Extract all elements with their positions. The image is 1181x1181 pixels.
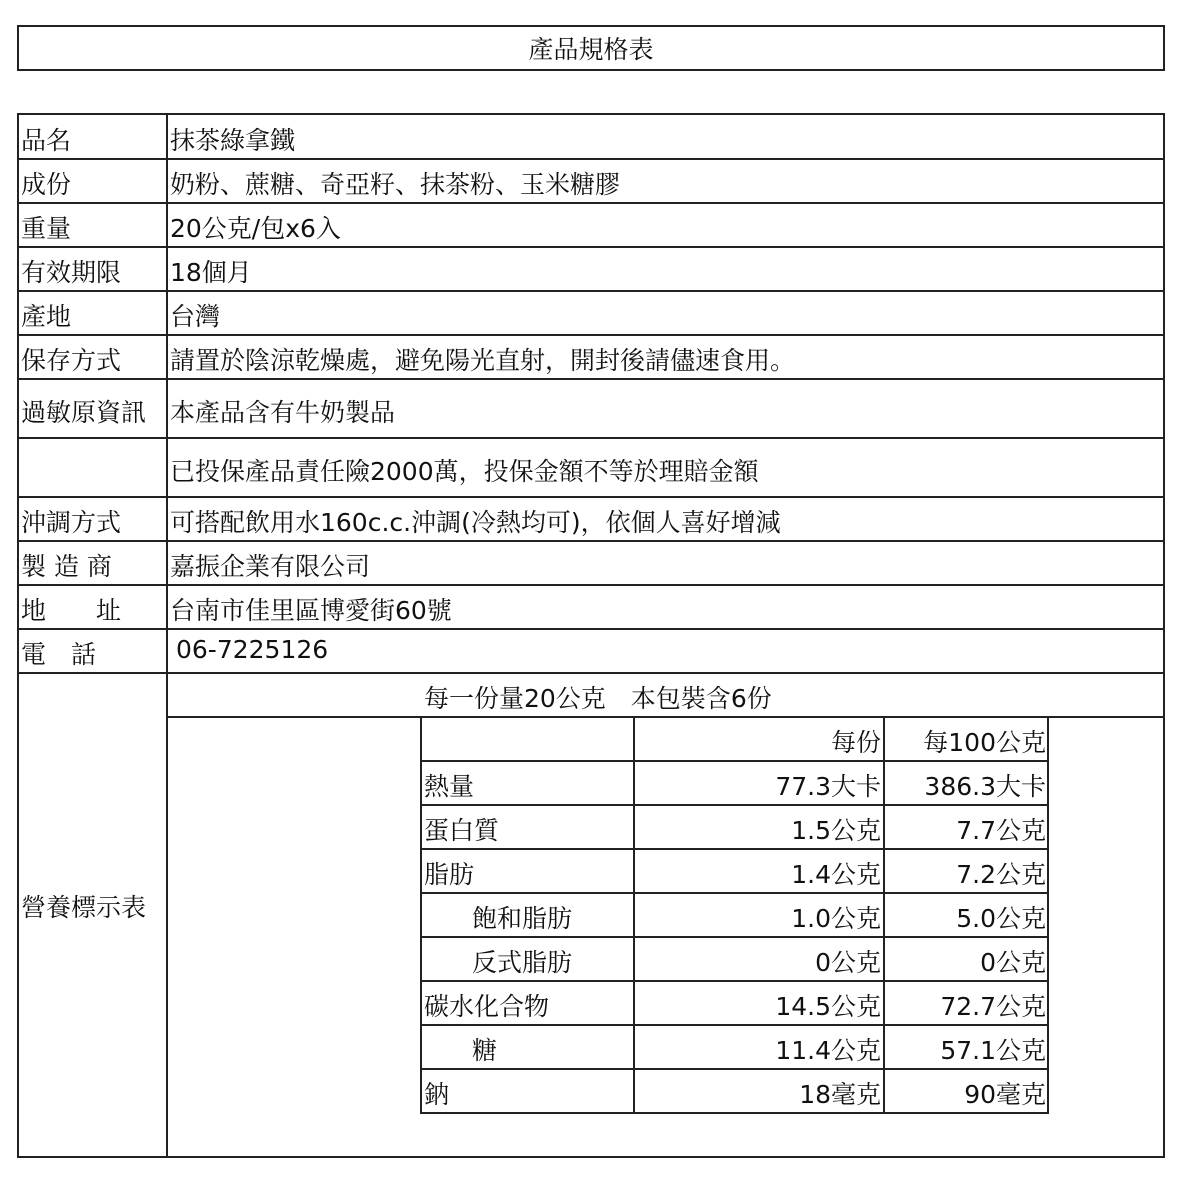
row-value: 請置於陰涼乾燥處，避免陽光直射，開封後請儘速食用。 — [170, 346, 796, 375]
row-value: 06-7225126 — [176, 635, 329, 664]
per-100g-header: 每100公克 — [923, 728, 1046, 757]
nutrient-name: 反式脂肪 — [472, 948, 573, 977]
nutrition-row — [422, 850, 1047, 894]
row-shelf-life — [19, 248, 1163, 292]
nutrition-row — [422, 894, 1047, 938]
row-value: 本產品含有牛奶製品 — [170, 398, 396, 427]
per-100g-value: 7.7公克 — [956, 816, 1046, 845]
per-serving-value: 14.5公克 — [775, 992, 881, 1021]
per-100g-value: 5.0公克 — [956, 904, 1046, 933]
row-preparation — [19, 498, 1163, 542]
row-label: 重量 — [21, 214, 72, 243]
row-weight — [19, 204, 1163, 248]
row-origin — [19, 292, 1163, 336]
row-value: 抹茶綠拿鐵 — [170, 126, 296, 155]
row-address — [19, 586, 1163, 630]
row-value: 可搭配飲用水160c.c.沖調(冷熱均可)，依個人喜好增減 — [170, 508, 781, 537]
row-value: 奶粉、蔗糖、奇亞籽、抹茶粉、玉米糖膠 — [170, 170, 621, 199]
nutrition-row — [422, 982, 1047, 1026]
per-serving-value: 1.5公克 — [791, 816, 881, 845]
row-insurance — [19, 439, 1163, 498]
row-label: 地 址 — [21, 596, 122, 625]
nutrition-label: 營養標示表 — [21, 893, 147, 922]
row-label: 品名 — [21, 126, 72, 155]
row-label: 製 造 商 — [21, 552, 112, 581]
row-phone — [19, 630, 1163, 674]
per-100g-value: 0公克 — [980, 948, 1046, 977]
row-product-name — [19, 115, 1163, 160]
row-storage — [19, 336, 1163, 380]
per-serving-value: 0公克 — [815, 948, 881, 977]
per-100g-value: 72.7公克 — [940, 992, 1046, 1021]
nutrient-name: 熱量 — [424, 772, 475, 801]
nutrition-row — [422, 806, 1047, 850]
spec-table — [17, 113, 1165, 1158]
row-label: 保存方式 — [21, 346, 122, 375]
per-serving-value: 1.4公克 — [791, 860, 881, 889]
per-100g-value: 57.1公克 — [940, 1036, 1046, 1065]
row-label: 過敏原資訊 — [21, 398, 147, 427]
per-100g-value: 90毫克 — [964, 1080, 1046, 1109]
nutrition-row — [422, 1070, 1047, 1114]
nutrition-header-row — [422, 718, 1047, 762]
row-label: 沖調方式 — [21, 508, 122, 537]
row-value: 嘉振企業有限公司 — [170, 552, 371, 581]
per-serving-value: 18毫克 — [799, 1080, 881, 1109]
row-value: 已投保產品責任險2000萬，投保金額不等於理賠金額 — [170, 457, 759, 486]
nutrition-row — [422, 938, 1047, 982]
row-value: 台灣 — [170, 302, 221, 331]
nutrition-row — [422, 1026, 1047, 1070]
nutrient-name: 脂肪 — [424, 860, 475, 889]
per-serving-value: 11.4公克 — [775, 1036, 881, 1065]
row-allergen — [19, 380, 1163, 439]
nutrient-name: 蛋白質 — [424, 816, 500, 845]
row-label: 成份 — [21, 170, 72, 199]
row-manufacturer — [19, 542, 1163, 586]
row-value: 20公克/包x6入 — [170, 214, 341, 243]
per-100g-value: 7.2公克 — [956, 860, 1046, 889]
row-label: 有效期限 — [21, 258, 122, 287]
per-100g-value: 386.3大卡 — [924, 772, 1046, 801]
nutrient-name: 鈉 — [424, 1080, 450, 1109]
page-title: 產品規格表 — [528, 35, 654, 64]
row-value: 18個月 — [170, 258, 252, 287]
title-box — [17, 25, 1165, 71]
row-label: 產地 — [21, 302, 72, 331]
row-label: 電 話 — [21, 640, 97, 669]
nutrition-serving-row — [168, 674, 1163, 718]
nutrient-name: 碳水化合物 — [424, 992, 550, 1021]
per-serving-value: 77.3大卡 — [775, 772, 881, 801]
nutrient-name: 糖 — [472, 1036, 498, 1065]
nutrition-row — [422, 762, 1047, 806]
row-value: 台南市佳里區博愛街60號 — [170, 596, 452, 625]
per-serving-value: 1.0公克 — [791, 904, 881, 933]
row-ingredients — [19, 160, 1163, 204]
per-serving-header: 每份 — [830, 728, 881, 757]
nutrient-name: 飽和脂肪 — [472, 904, 573, 933]
serving-info: 每一份量20公克 本包裝含6份 — [424, 684, 772, 713]
nutrition-table — [420, 716, 1049, 1114]
